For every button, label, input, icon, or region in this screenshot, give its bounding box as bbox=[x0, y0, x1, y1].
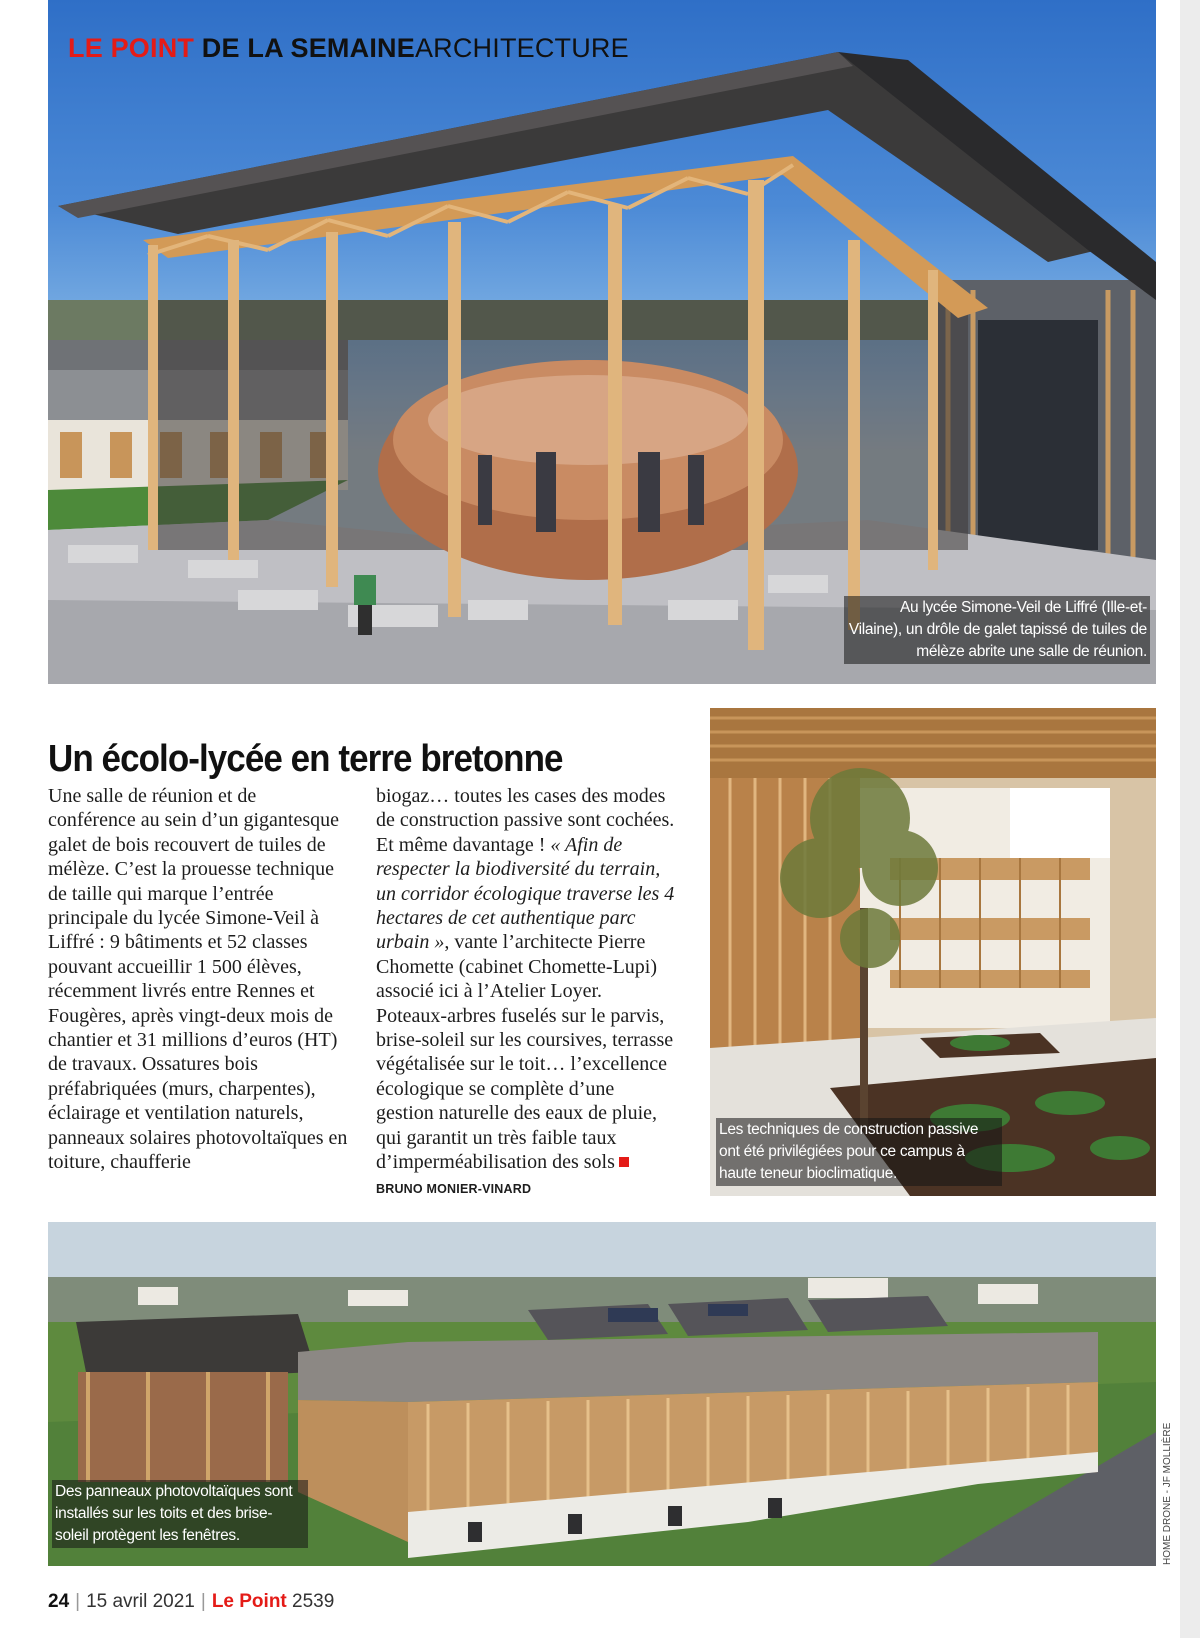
article-text-end: , vante l’architecte Pierre Chomette (cabinet Chomette-Lupi) associé ici à l’Atelier Loyer. Poteaux-arbres fuselés sur le parvis, brise-soleil sur les coursives, terrasse végétalisée sur le toit… l’excellence écologique se complète d’une gestion naturelle des eaux de pluie, qui garantit un très faible taux d’imperméabilisation des sols bbox=[376, 931, 674, 1174]
hero-photo bbox=[48, 0, 1156, 684]
page-number: 24 bbox=[48, 1591, 70, 1612]
rubric-de-la-semaine: DE LA SEMAINE bbox=[194, 33, 415, 63]
aerial-caption: Des panneaux photovoltaïques sont installés sur les toits et des brise-soleil protègent les fenêtres. bbox=[52, 1480, 308, 1548]
section-rubric bbox=[68, 34, 629, 62]
footer-separator: | bbox=[200, 1591, 206, 1612]
issue-number: 2539 bbox=[292, 1591, 335, 1612]
photo-credit: HOME DRONE - JF MOLLIÈRE bbox=[1162, 1422, 1173, 1565]
article-column-2 bbox=[376, 784, 676, 1201]
issue-date: 15 avril 2021 bbox=[86, 1591, 195, 1612]
page-footer bbox=[48, 1590, 334, 1614]
hero-illustration bbox=[48, 0, 1156, 684]
rubric-le-point: LE POINT bbox=[68, 33, 195, 63]
page-edge bbox=[1180, 0, 1200, 1638]
rubric-architecture: ARCHITECTURE bbox=[414, 33, 629, 63]
article-paragraph-2 bbox=[376, 784, 676, 1201]
article-headline: Un écolo-lycée en terre bretonne bbox=[48, 738, 563, 781]
atrium-photo bbox=[710, 708, 1156, 1196]
byline-square-icon bbox=[619, 1157, 629, 1167]
article-text-start: biogaz… toutes les cases des modes de construction passive sont cochées. Et même davantage ! bbox=[376, 785, 675, 856]
footer-separator: | bbox=[75, 1591, 81, 1612]
article-paragraph-1: Une salle de réunion et de conférence au sein d’un gigantesque galet de bois recouvert de tuiles de mélèze. C’est la prouesse technique de taille qui marque l’entrée principale du lycée Simone-Veil à Liffré : 9 bâtiments et 52 classes pouvant accueillir 1 500 élèves, récemment livrés entre Rennes et Fougères, après vingt-deux mois de chantier et 31 millions d’euros (HT) de travaux. Ossatures bois préfabriquées (murs, charpentes), éclairage et ventilation naturels, panneaux solaires photovoltaïques en toiture, chaufferie bbox=[48, 785, 348, 1174]
hero-caption: Au lycée Simone-Veil de Liffré (Ille-et-Vilaine), un drôle de galet tapissé de tuiles de mélèze abrite une salle de réunion. bbox=[844, 596, 1150, 664]
aerial-photo bbox=[48, 1222, 1156, 1566]
atrium-caption: Les techniques de construction passive ont été privilégiées pour ce campus à haute teneur bioclimatique. bbox=[716, 1118, 1002, 1186]
article-quote: « Afin de respecter la biodiversité du terrain, un corridor écologique traverse les 4 hectares de cet authentique parc urbain » bbox=[376, 833, 675, 954]
magazine-name: Le Point bbox=[211, 1591, 287, 1612]
article-column-1 bbox=[48, 784, 348, 1175]
article-byline: BRUNO MONIER-VINARD bbox=[376, 1181, 532, 1196]
